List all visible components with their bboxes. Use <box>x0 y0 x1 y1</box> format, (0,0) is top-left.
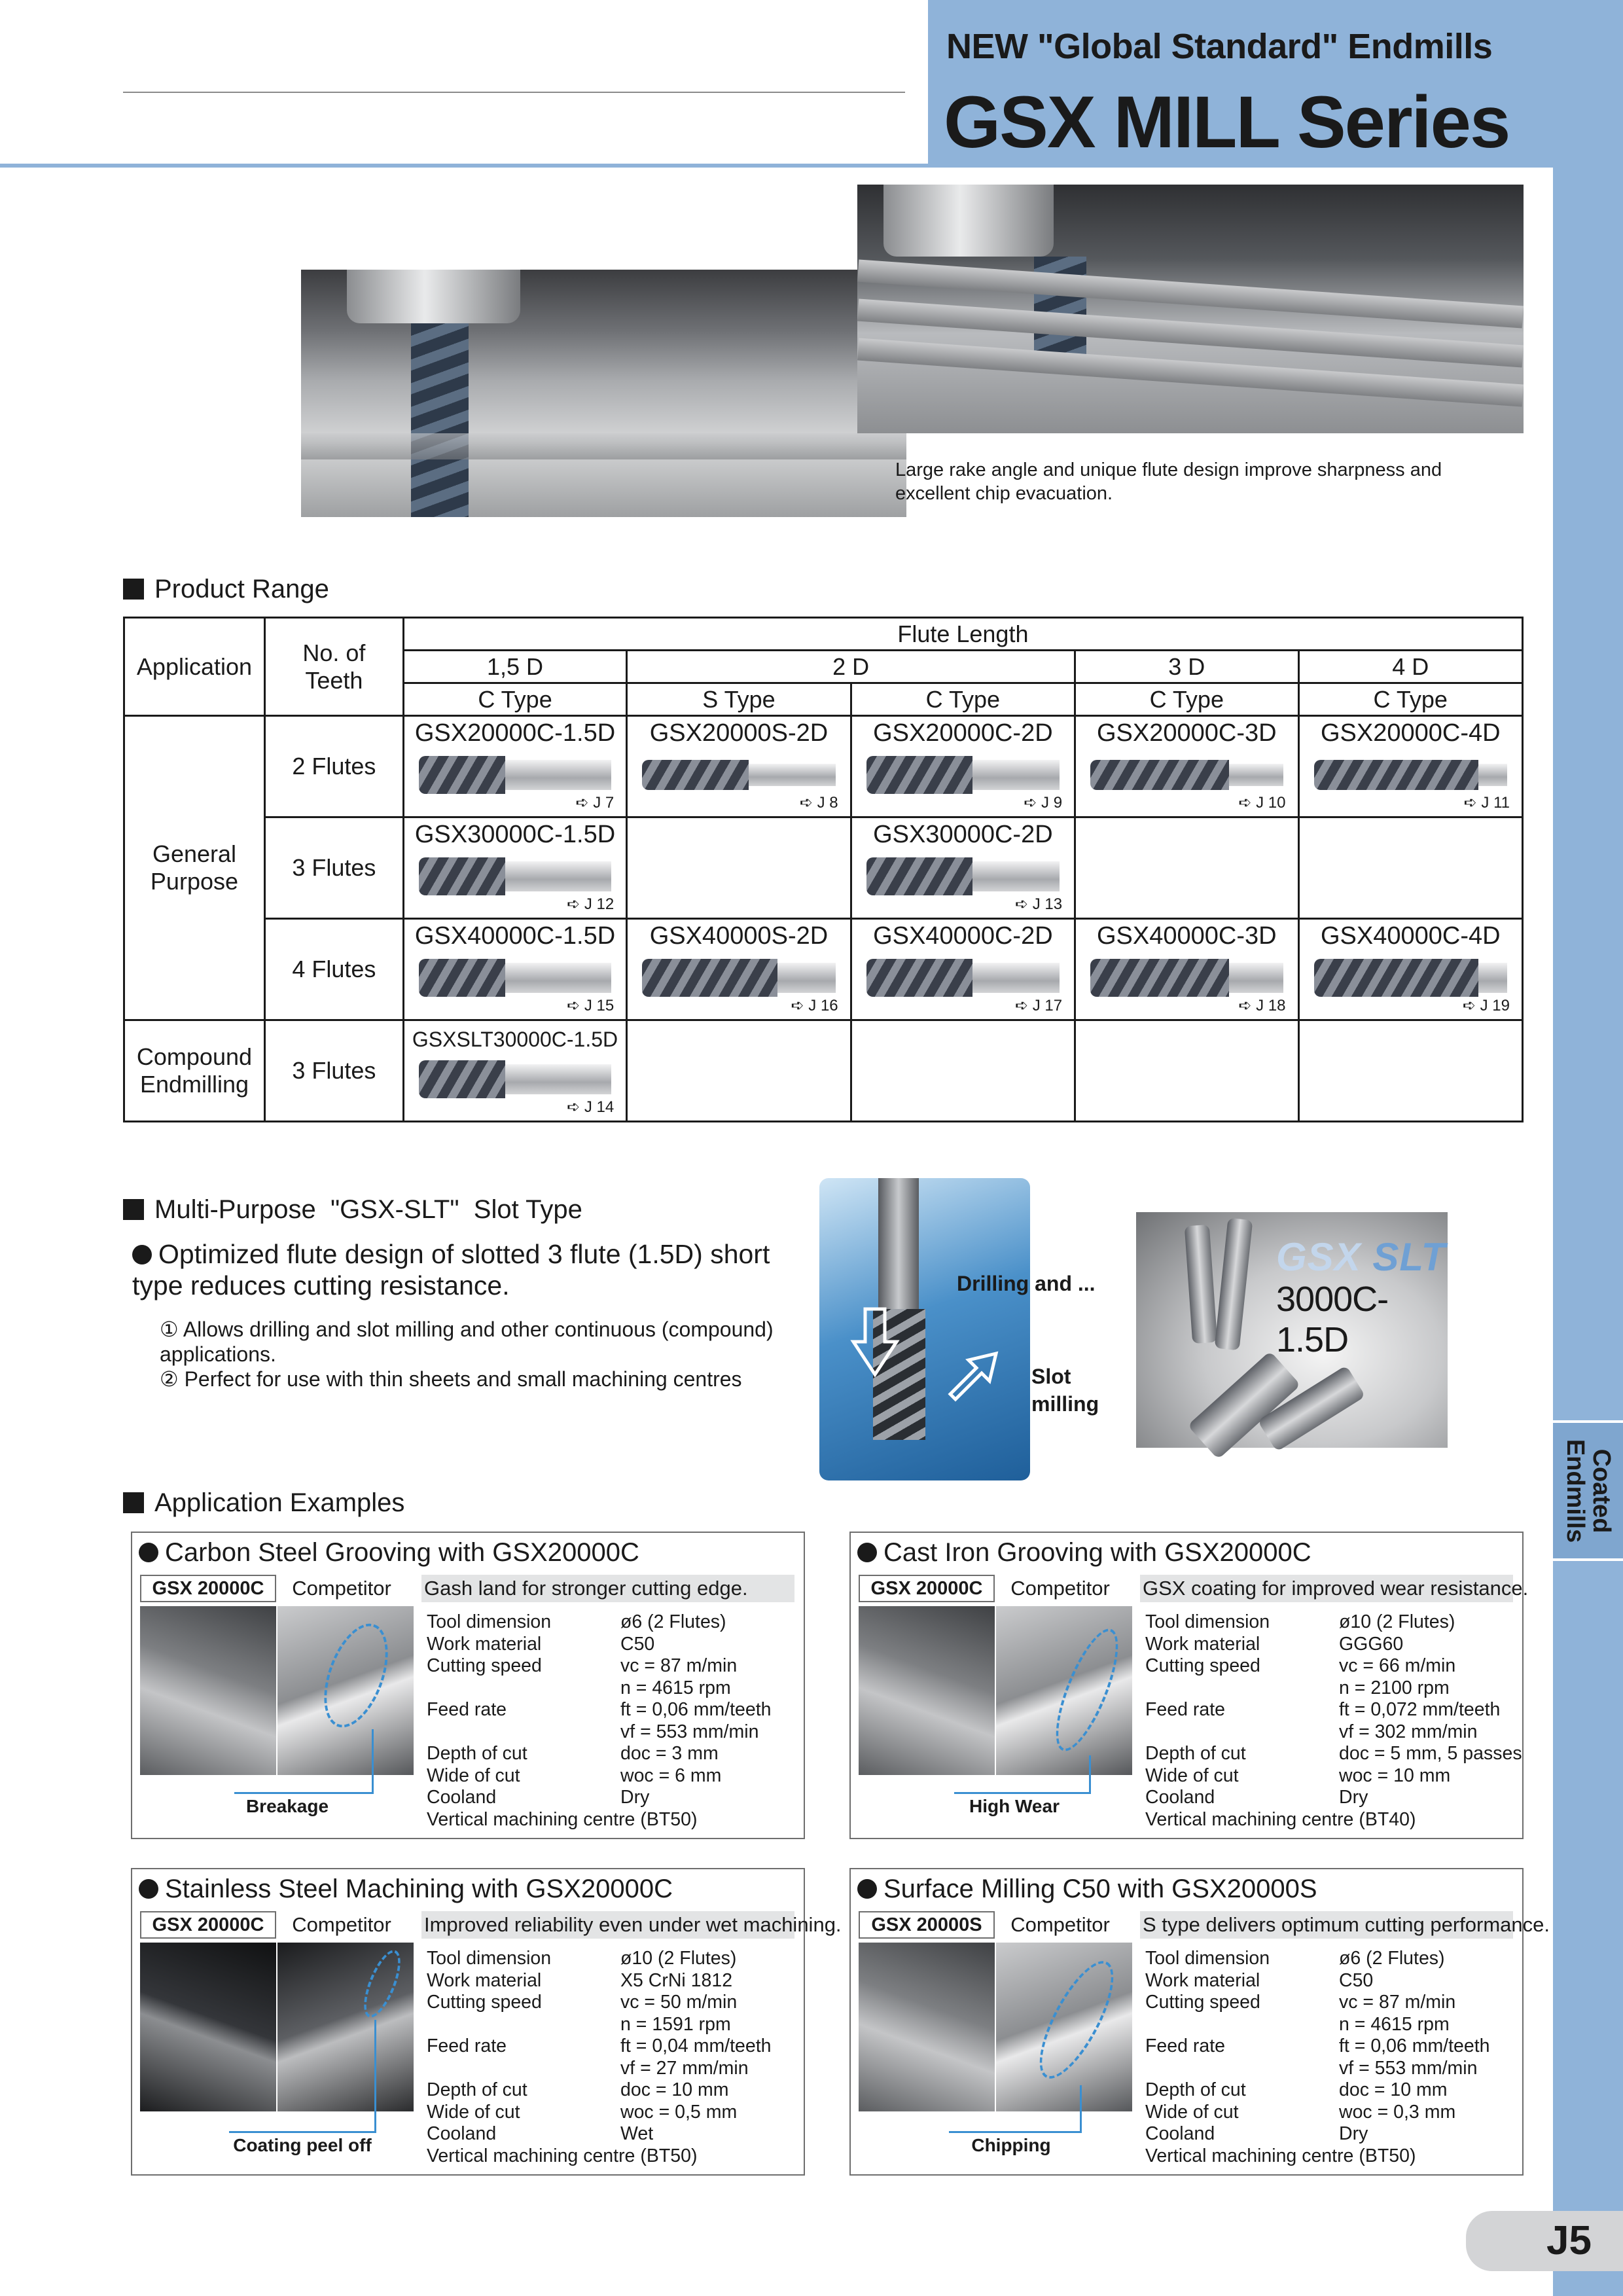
product-name: GSX40000C-3D <box>1096 922 1277 950</box>
endmill-image <box>1090 959 1283 997</box>
spec-row: Vertical machining centre (BT50) <box>1145 2145 1416 2166</box>
header-rule <box>123 92 905 93</box>
product-cell[interactable] <box>403 716 626 817</box>
product-name: GSXSLT30000C-1.5D <box>412 1028 618 1051</box>
endmill-image <box>419 857 611 895</box>
spec-row: vf = 27 mm/min <box>620 2057 749 2079</box>
page-title: GSX MILL Series <box>944 81 1510 163</box>
damage-label: Coating peel off <box>233 2135 372 2155</box>
spec-row: Cooland Wet <box>427 2123 654 2144</box>
example-card <box>849 1868 1550 2176</box>
gsx-edge-photo <box>140 1606 276 1775</box>
round-bullet-icon <box>139 1543 158 1562</box>
product-name: GSX20000S-2D <box>649 719 829 747</box>
spec-row: Feed rate ft = 0,04 mm/teeth <box>427 2036 772 2056</box>
header-type: C Type <box>1075 683 1298 716</box>
header-length: 3 D <box>1075 651 1298 683</box>
page-ref-link[interactable]: ➪ J 13 <box>1014 895 1063 913</box>
spec-row: n = 4615 rpm <box>620 1677 731 1698</box>
leader-line <box>372 1729 374 1792</box>
gsx-edge-photo <box>859 1606 995 1775</box>
spec-row: Tool dimension ø6 (2 Flutes) <box>1145 1948 1445 1969</box>
label-gsx: GSX 20000C <box>140 1911 276 1939</box>
product-name: GSX20000C-1.5D <box>414 719 616 747</box>
slt-logo-main: GSX <box>1276 1235 1361 1279</box>
leader-line <box>234 1792 374 1794</box>
label-competitor: Competitor <box>292 1913 391 1936</box>
example-card <box>131 1532 805 1839</box>
endmill-image <box>1314 760 1508 790</box>
header-application: Application <box>124 618 265 716</box>
endmill-image <box>642 760 835 790</box>
spec-row: Cutting speed vc = 66 m/min <box>1145 1655 1456 1676</box>
spec-list <box>427 1948 772 2167</box>
slt-heading <box>123 1195 582 1225</box>
product-name: GSX20000C-2D <box>873 719 1053 747</box>
spec-row: n = 2100 rpm <box>1339 1677 1450 1698</box>
spec-row: Cooland Dry <box>1145 1787 1368 1808</box>
product-name: GSX20000C-4D <box>1320 719 1501 747</box>
header-type: C Type <box>1298 683 1523 716</box>
empty-cell <box>851 1020 1075 1122</box>
spec-row: vf = 302 mm/min <box>1339 1721 1478 1742</box>
product-cell[interactable] <box>403 817 626 919</box>
label-competitor: Competitor <box>1010 1577 1110 1600</box>
spec-row: Feed rate ft = 0,06 mm/teeth <box>427 1699 772 1720</box>
group-compound-endmilling: Compound Endmilling <box>124 1020 265 1122</box>
spec-row: Work material GGG60 <box>1145 1633 1404 1655</box>
empty-cell <box>627 1020 851 1122</box>
spec-list <box>1145 1611 1522 1831</box>
product-range-table <box>123 617 1524 1122</box>
page-ref-link[interactable]: ➪ J 8 <box>799 794 838 812</box>
spec-row: Wide of cut woc = 0,5 mm <box>427 2101 738 2123</box>
square-bullet-icon <box>123 1492 144 1513</box>
leader-line <box>1089 1755 1091 1792</box>
damage-label: Chipping <box>971 2135 1051 2155</box>
spec-row: Cooland Dry <box>1145 2123 1368 2144</box>
endmill-image <box>419 1060 611 1098</box>
page-ref-link[interactable]: ➪ J 14 <box>567 1098 615 1116</box>
spec-row: Depth of cut doc = 3 mm <box>427 1743 719 1764</box>
product-cell[interactable] <box>1075 716 1298 817</box>
header-band <box>0 164 928 168</box>
product-name: GSX40000C-2D <box>873 922 1053 950</box>
spec-row: Cutting speed vc = 87 m/min <box>427 1655 738 1676</box>
spec-row: Vertical machining centre (BT50) <box>427 1808 698 1830</box>
group-general-purpose: General Purpose <box>124 716 265 1020</box>
leader-line <box>374 2020 376 2131</box>
square-bullet-icon <box>123 1199 144 1220</box>
spec-row: Tool dimension ø10 (2 Flutes) <box>1145 1611 1455 1632</box>
photo-caption: Large rake angle and unique flute design improve sharpness and excellent chip evacuation. <box>895 459 1442 504</box>
example-title <box>139 1538 639 1568</box>
spec-row: Depth of cut doc = 10 mm <box>1145 2079 1448 2100</box>
example-title <box>857 1874 1317 1904</box>
header-type: C Type <box>403 683 626 716</box>
empty-cell <box>1075 817 1298 919</box>
example-title-text: Stainless Steel Machining with GSX20000C <box>165 1874 673 1903</box>
endmill-image <box>866 756 1060 794</box>
spec-row: Tool dimension ø6 (2 Flutes) <box>427 1611 726 1632</box>
page-number-tab <box>1466 2211 1623 2271</box>
spec-row: Depth of cut doc = 10 mm <box>427 2079 729 2100</box>
header-teeth: No. of Teeth <box>264 618 403 716</box>
product-cell[interactable] <box>1075 919 1298 1020</box>
spec-row: vf = 553 mm/min <box>1339 2057 1478 2079</box>
page-number: J5 <box>1546 2218 1592 2263</box>
endmill-image <box>419 756 611 794</box>
slt-logo-accent: SLT <box>1372 1235 1446 1279</box>
feature-banner: GSX coating for improved wear resistance. <box>1140 1575 1513 1602</box>
slt-logo-model: 3000C-1.5D <box>1276 1280 1389 1359</box>
spec-row: Cooland Dry <box>427 1787 650 1808</box>
teeth-cell: 4 Flutes <box>264 919 403 1020</box>
header-subtitle: NEW "Global Standard" Endmills <box>946 27 1493 66</box>
endmill-image <box>1314 959 1508 997</box>
endmill-image <box>866 959 1060 997</box>
product-cell[interactable] <box>851 716 1075 817</box>
teeth-cell: 3 Flutes <box>264 817 403 919</box>
spec-row: Work material C50 <box>1145 1969 1374 1991</box>
empty-cell <box>1298 1020 1523 1122</box>
product-cell[interactable] <box>627 716 851 817</box>
slt-bullet-text: Optimized flute design of slotted 3 flute (1.5D) short type reduces cutting resistance. <box>132 1239 770 1300</box>
product-name: GSX20000C-3D <box>1096 719 1277 747</box>
spec-row: Wide of cut woc = 10 mm <box>1145 1765 1451 1786</box>
slt-bullet <box>132 1238 813 1301</box>
examples-heading <box>123 1488 404 1518</box>
page-ref-link[interactable]: ➪ J 7 <box>575 794 615 812</box>
spec-row: n = 1591 rpm <box>620 2013 731 2035</box>
label-gsx: GSX 20000S <box>859 1911 995 1939</box>
feature-banner: S type delivers optimum cutting performance. <box>1140 1911 1513 1939</box>
side-strip <box>1553 168 1623 2296</box>
slt-note-2: ② Perfect for use with thin sheets and small machining centres <box>160 1367 742 1391</box>
slt-logo <box>1276 1234 1446 1280</box>
example-title <box>857 1538 1311 1568</box>
page-ref-link[interactable]: ➪ J 12 <box>567 895 615 913</box>
examples-heading-text: Application Examples <box>154 1488 405 1517</box>
side-tab-coated-endmills[interactable] <box>1553 1420 1623 1561</box>
spec-row: Depth of cut doc = 5 mm, 5 passes <box>1145 1743 1522 1764</box>
empty-cell <box>627 817 851 919</box>
damage-label: Breakage <box>245 1796 329 1816</box>
page-ref-link[interactable]: ➪ J 11 <box>1463 794 1510 812</box>
empty-cell <box>1298 817 1523 919</box>
feature-banner: Improved reliability even under wet machining. <box>421 1911 794 1939</box>
page-ref-link[interactable]: ➪ J 10 <box>1238 794 1286 812</box>
product-cell[interactable] <box>403 1020 626 1122</box>
spec-list <box>1145 1948 1490 2167</box>
page-ref-link[interactable]: ➪ J 16 <box>791 997 838 1014</box>
machining-photo-right <box>857 185 1524 433</box>
spec-row: vf = 553 mm/min <box>620 1721 759 1742</box>
example-title-text: Surface Milling C50 with GSX20000S <box>883 1874 1317 1903</box>
spec-row: Cutting speed vc = 50 m/min <box>427 1992 738 2013</box>
spec-row: Work material X5 CrNi 1812 <box>427 1969 733 1991</box>
endmill-image <box>642 959 835 997</box>
product-name: GSX40000S-2D <box>649 922 829 950</box>
slt-heading-text: Multi-Purpose "GSX-SLT" Slot Type <box>154 1195 582 1224</box>
endmill-image <box>419 959 611 997</box>
spec-list <box>427 1611 772 1831</box>
label-competitor: Competitor <box>292 1577 391 1600</box>
spec-row: Tool dimension ø10 (2 Flutes) <box>427 1948 737 1969</box>
label-competitor: Competitor <box>1010 1913 1110 1936</box>
slt-note-1: ① Allows drilling and slot milling and other continuous (compound) applications. <box>160 1318 774 1366</box>
spec-row: Vertical machining centre (BT50) <box>427 2145 698 2166</box>
endmill-image <box>866 857 1060 895</box>
label-gsx: GSX 20000C <box>859 1575 995 1602</box>
machining-photo-left <box>301 270 906 517</box>
label-gsx: GSX 20000C <box>140 1575 276 1602</box>
spec-row: Feed rate ft = 0,072 mm/teeth <box>1145 1699 1501 1720</box>
spec-row: Vertical machining centre (BT40) <box>1145 1808 1416 1830</box>
slt-drilling-diagram <box>819 1178 1030 1480</box>
product-range-heading <box>123 575 329 604</box>
label-drilling: Drilling and ... <box>957 1272 1096 1295</box>
example-card <box>849 1532 1529 1839</box>
teeth-cell: 2 Flutes <box>264 716 403 817</box>
leader-line <box>229 2131 376 2133</box>
product-name: GSX40000C-1.5D <box>414 922 616 950</box>
spec-row: Cutting speed vc = 87 m/min <box>1145 1992 1456 2013</box>
gsx-edge-photo <box>859 1943 995 2111</box>
round-bullet-icon <box>132 1245 152 1265</box>
side-tab-label: Coated Endmills <box>1561 1439 1615 1543</box>
square-bullet-icon <box>123 579 144 600</box>
header-flute-length: Flute Length <box>403 618 1522 651</box>
spec-row: n = 4615 rpm <box>1339 2013 1450 2035</box>
product-name: GSX40000C-4D <box>1320 922 1501 950</box>
spec-row: Wide of cut woc = 0,3 mm <box>1145 2101 1456 2123</box>
header-length: 1,5 D <box>403 651 626 683</box>
spec-row: Work material C50 <box>427 1633 655 1655</box>
page-ref-link[interactable]: ➪ J 18 <box>1238 997 1286 1014</box>
product-cell[interactable] <box>403 919 626 1020</box>
page-ref-link[interactable]: ➪ J 17 <box>1014 997 1063 1014</box>
product-cell[interactable] <box>1298 716 1523 817</box>
spec-row: Feed rate ft = 0,06 mm/teeth <box>1145 2036 1490 2056</box>
product-cell[interactable] <box>851 817 1075 919</box>
leader-line <box>954 1792 1091 1794</box>
endmill-image <box>1090 760 1283 790</box>
product-cell[interactable] <box>851 919 1075 1020</box>
product-name: GSX30000C-2D <box>873 821 1053 848</box>
product-cell[interactable] <box>627 919 851 1020</box>
example-title-text: Cast Iron Grooving with GSX20000C <box>883 1538 1311 1567</box>
product-range-heading-text: Product Range <box>154 575 329 603</box>
slt-product-photo <box>1136 1212 1448 1448</box>
leader-line <box>949 2131 1082 2133</box>
page-ref-link[interactable]: ➪ J 15 <box>567 997 615 1014</box>
empty-cell <box>1075 1020 1298 1122</box>
feature-banner: Gash land for stronger cutting edge. <box>421 1575 794 1602</box>
spec-row: Wide of cut woc = 6 mm <box>427 1765 722 1786</box>
round-bullet-icon <box>857 1879 877 1899</box>
arrows-icon <box>819 1178 1030 1480</box>
example-title <box>139 1874 673 1904</box>
example-title-text: Carbon Steel Grooving with GSX20000C <box>165 1538 639 1567</box>
teeth-cell: 3 Flutes <box>264 1020 403 1122</box>
gsx-edge-photo <box>140 1943 276 2111</box>
round-bullet-icon <box>139 1879 158 1899</box>
header-type: C Type <box>851 683 1075 716</box>
leader-line <box>1080 2085 1082 2131</box>
round-bullet-icon <box>857 1543 877 1562</box>
damage-label: High Wear <box>969 1796 1060 1816</box>
product-name: GSX30000C-1.5D <box>414 821 616 848</box>
product-cell[interactable] <box>1298 919 1523 1020</box>
example-card <box>131 1868 842 2176</box>
label-slot-milling: Slot milling <box>1031 1365 1099 1416</box>
header-type: S Type <box>627 683 851 716</box>
header-length: 2 D <box>627 651 1075 683</box>
page-ref-link[interactable]: ➪ J 19 <box>1462 997 1510 1014</box>
page-ref-link[interactable]: ➪ J 9 <box>1024 794 1063 812</box>
header-length: 4 D <box>1298 651 1523 683</box>
